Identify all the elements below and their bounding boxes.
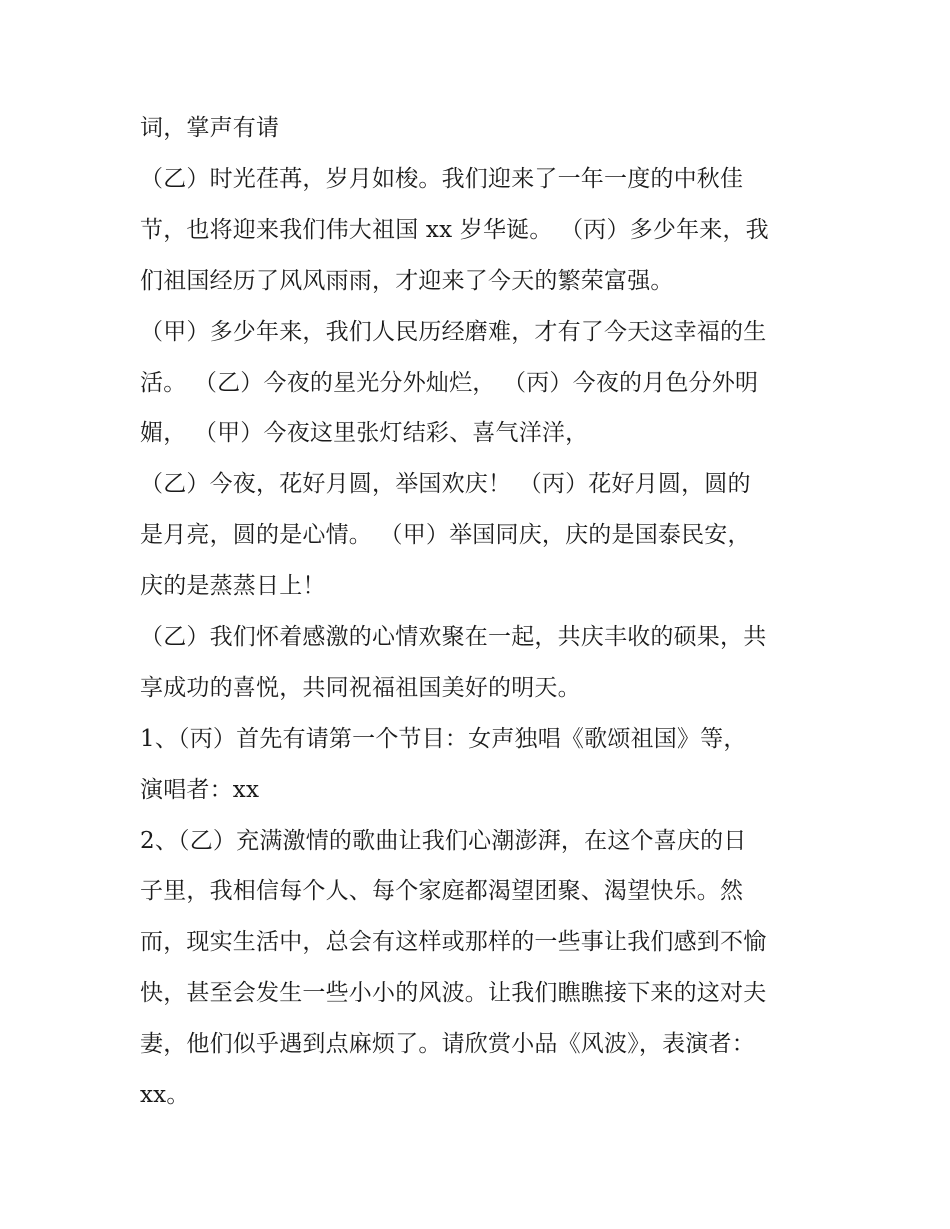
text-line: 节，也将迎来我们伟大祖国 xx 岁华诞。 （丙）多少年来，我 [140, 217, 769, 243]
text-line: 1、（丙）首先有请第一个节目：女声独唱《歌颂祖国》等， [140, 726, 747, 752]
text-line: 庆的是蒸蒸日上！ [140, 573, 326, 599]
text-line: （甲）多少年来，我们人民历经磨难，才有了今天这幸福的生 [140, 319, 767, 345]
text-line: （乙）时光荏苒，岁月如梭。我们迎来了一年一度的中秋佳 [140, 166, 744, 192]
text-line: 活。 （乙）今夜的星光分外灿烂， （丙）今夜的月色分外明 [140, 370, 759, 396]
text-line: 而，现实生活中，总会有这样或那样的一些事让我们感到不愉 [140, 929, 767, 955]
text-line: （乙）今夜，花好月圆，举国欢庆！ （丙）花好月圆，圆的 [140, 471, 751, 497]
text-line: 子里，我相信每个人、每个家庭都渴望团聚、渴望快乐。然 [140, 878, 744, 904]
text-line: 们祖国经历了风风雨雨，才迎来了今天的繁荣富强。 [140, 268, 674, 294]
text-line: xx。 [140, 1082, 190, 1108]
text-line: 享成功的喜悦，共同祝福祖国美好的明天。 [140, 675, 581, 701]
text-line: （乙）我们怀着感激的心情欢聚在一起，共庆丰收的硕果，共 [140, 624, 767, 650]
text-line: 演唱者：xx [140, 777, 260, 803]
text-line: 2、（乙）充满激情的歌曲让我们心潮澎湃，在这个喜庆的日 [140, 828, 747, 854]
text-line: 词，掌声有请 [140, 115, 280, 141]
text-line: 是月亮，圆的是心情。 （甲）举国同庆，庆的是国泰民安， [140, 522, 751, 548]
text-line: 妻，他们似乎遇到点麻烦了。请欣赏小品《风波》，表演者： [140, 1031, 755, 1057]
text-line: 媚， （甲）今夜这里张灯结彩、喜气洋洋， [140, 420, 589, 446]
text-line: 快，甚至会发生一些小小的风波。让我们瞧瞧接下来的这对夫 [140, 980, 767, 1006]
